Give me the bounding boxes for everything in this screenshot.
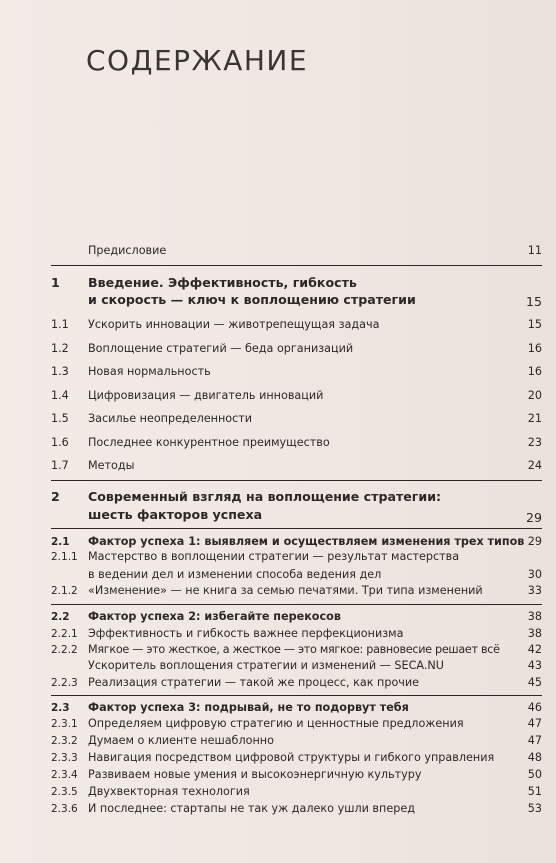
toc-entry-page: 30 xyxy=(527,568,542,581)
toc-entry-page: 46 xyxy=(527,701,542,714)
toc-entry-text: Эффективность и гибкость важнее перфекционизма xyxy=(88,627,404,640)
toc-entry-text-line2: в ведении дел и изменении способа ведения дел xyxy=(88,568,382,581)
toc-entry-page: 29 xyxy=(527,535,542,548)
separator-line xyxy=(51,480,542,481)
toc-entry-page: 21 xyxy=(527,412,542,425)
toc-entry-page: 29 xyxy=(525,510,542,525)
toc-entry-page: 47 xyxy=(527,734,542,747)
toc-entry-text: Воплощение стратегий — беда организаций xyxy=(88,342,354,355)
toc-entry-page: 50 xyxy=(527,768,542,781)
toc-entry-text: Фактор успеха 3: подрывай, не то подорвут тебя xyxy=(88,701,409,714)
toc-entry-number: 2.2.1 xyxy=(51,628,78,640)
toc-entry-page: 15 xyxy=(525,294,542,309)
toc-entry-number: 2.3.4 xyxy=(51,769,78,781)
toc-entry-page: 43 xyxy=(527,659,542,672)
toc-entry-page: 38 xyxy=(527,627,542,640)
toc-entry-page: 53 xyxy=(527,802,542,815)
toc-entry-text: Новая нормальность xyxy=(88,365,211,378)
separator-line xyxy=(51,528,542,529)
toc-entry-page: 47 xyxy=(527,717,542,730)
toc-entry-number: 1.2 xyxy=(51,342,69,355)
toc-entry-text: Последнее конкурентное преимущество xyxy=(88,436,330,449)
toc-entry-page: 33 xyxy=(527,584,542,597)
toc-entry-number: 2.2 xyxy=(51,611,70,623)
toc-entry-number: 2.3.5 xyxy=(51,786,78,798)
toc-entry-number: 2.1.1 xyxy=(51,551,78,563)
toc-entry-text: И последнее: стартапы не так уж далеко ушли вперед xyxy=(88,802,415,815)
toc-entry-number: 1.3 xyxy=(51,365,69,378)
toc-entry-text-line2: шесть факторов успеха xyxy=(88,507,263,522)
toc-entry-number: 2.3.1 xyxy=(51,718,78,730)
toc-entry-text: Засилье неопределенности xyxy=(88,412,253,425)
toc-entry-text: Введение. Эффективность, гибкость xyxy=(88,275,357,290)
toc-entry-text: Реализация стратегии — такой же процесс, как прочие xyxy=(88,676,420,689)
toc-entry-number: 1 xyxy=(51,275,60,290)
toc-entry-number: 2.1 xyxy=(51,536,70,548)
toc-entry-number: 1.5 xyxy=(51,412,69,425)
toc-entry-number: 2 xyxy=(51,489,60,504)
toc-entry-number: 1.4 xyxy=(51,389,69,402)
toc-entry-number: 2.3.6 xyxy=(51,803,78,815)
toc-entry-text-line2: и скорость — ключ к воплощению стратегии xyxy=(88,292,416,307)
toc-entry-page: 11 xyxy=(527,244,542,257)
toc-entry-text: Предисловие xyxy=(88,244,167,257)
toc-entry-number: 1.7 xyxy=(51,459,69,472)
toc-entry-number: 2.3 xyxy=(51,702,70,714)
separator-line xyxy=(51,695,542,696)
toc-entry-number: 1.1 xyxy=(51,318,69,331)
toc-entry-text: «Изменение» — не книга за семью печатями. Три типа изменений xyxy=(88,584,483,597)
toc-entry-page: 48 xyxy=(527,751,542,764)
toc-entry-page: 45 xyxy=(527,676,542,689)
toc-entry-page: 24 xyxy=(527,459,542,472)
toc-entry-number: 2.3.3 xyxy=(51,752,78,764)
separator-line xyxy=(51,265,542,266)
toc-entry-page: 42 xyxy=(527,643,542,656)
toc-entry-number: 2.3.2 xyxy=(51,735,78,747)
toc-entry-number: 2.1.2 xyxy=(51,585,78,597)
toc-entry-text: Ускоритель воплощения стратегии и изменений — SECA.NU xyxy=(88,659,444,672)
toc-entry-text: Думаем о клиенте нешаблонно xyxy=(88,734,274,747)
toc-entry-text: Фактор успеха 1: выявляем и осуществляем изменения трех типов xyxy=(88,535,525,548)
toc-entry-text: Фактор успеха 2: избегайте перекосов xyxy=(88,610,341,623)
toc-entry-page: 51 xyxy=(527,785,542,798)
toc-entry-text: Развиваем новые умения и высокоэнергичную культуру xyxy=(88,768,422,781)
toc-entry-page: 23 xyxy=(527,436,542,449)
toc-entry-page: 38 xyxy=(527,610,542,623)
toc-entry-text: Мягкое — это жесткое, а жесткое — это мягкое: равновесие решает всё xyxy=(88,643,500,656)
toc-entry-text: Ускорить инновации — животрепещущая задача xyxy=(88,318,380,331)
toc-entry-text: Навигация посредством цифровой структуры и гибкого управления xyxy=(88,751,495,764)
page-title: СОДЕРЖАНИЕ xyxy=(86,44,309,77)
toc-entry-number: 2.2.3 xyxy=(51,677,78,689)
toc-entry-page: 20 xyxy=(527,389,542,402)
toc-entry-text: Современный взгляд на воплощение стратегии: xyxy=(88,489,442,504)
toc-entry-text: Цифровизация — двигатель инноваций xyxy=(88,389,324,402)
toc-entry-page: 16 xyxy=(527,365,542,378)
toc-entry-text: Мастерство в воплощении стратегии — результат мастерства xyxy=(88,550,460,563)
toc-entry-number: 2.2.2 xyxy=(51,644,78,656)
toc-entry-page: 15 xyxy=(527,318,542,331)
toc-entry-text: Методы xyxy=(88,459,135,472)
toc-entry-number: 1.6 xyxy=(51,436,69,449)
toc-entry-page: 16 xyxy=(527,342,542,355)
toc-entry-text: Двухвекторная технология xyxy=(88,785,250,798)
separator-line xyxy=(51,604,542,605)
toc-entry-text: Определяем цифровую стратегию и ценностные предложения xyxy=(88,717,464,730)
